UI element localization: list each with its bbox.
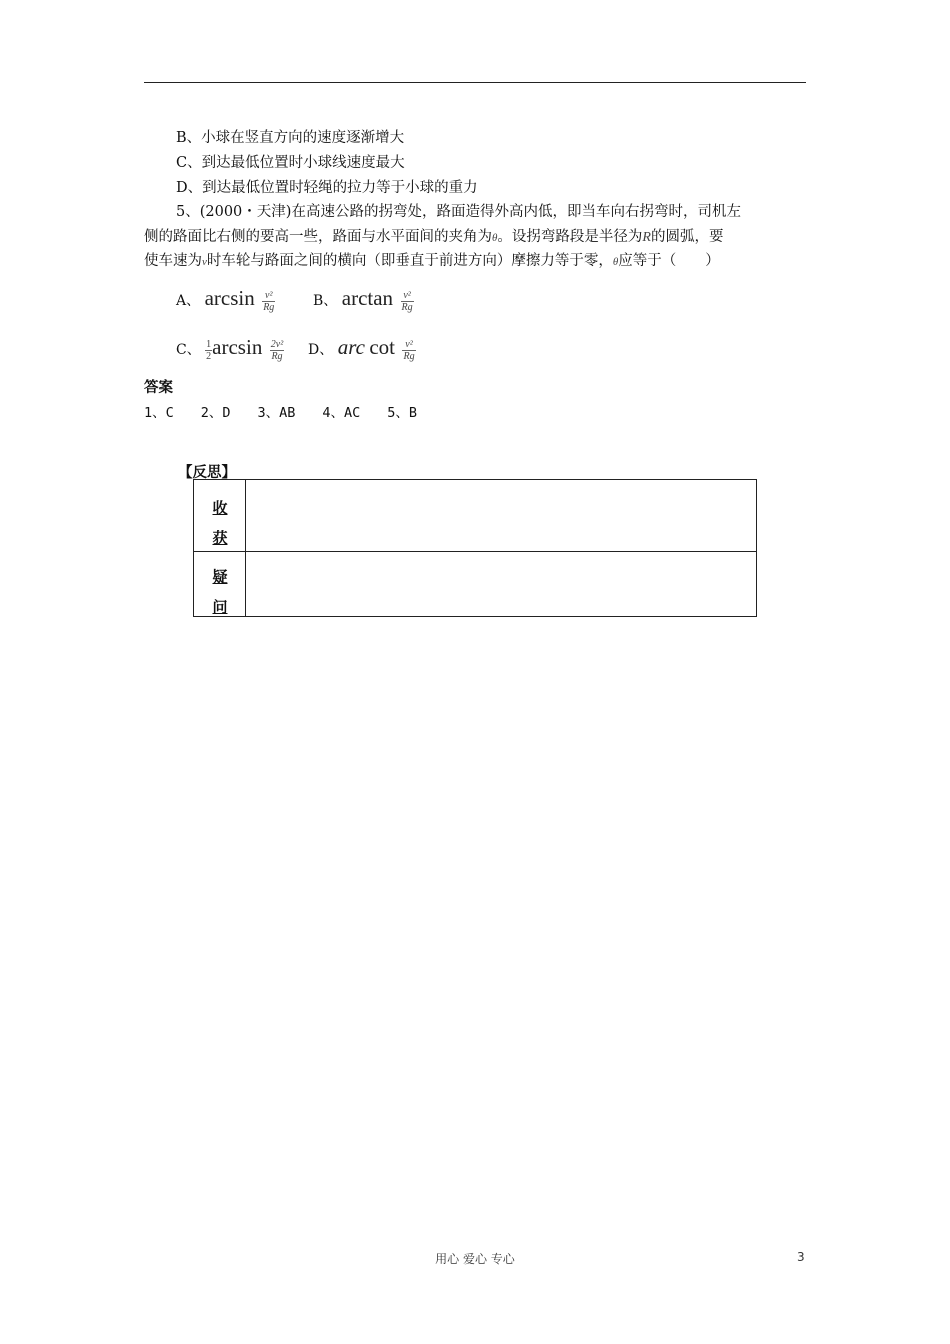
option-d-text: D、到达最低位置时轻绳的拉力等于小球的重力 — [176, 180, 478, 196]
choice-a-fraction — [262, 290, 275, 313]
option-b-text: B、小球在竖直方向的速度逐渐增大 — [176, 130, 405, 146]
q5-text: 应等于（ ） — [618, 253, 720, 269]
reflection-heading: 【反思】 — [178, 465, 236, 481]
q5-text: 使车速为 — [144, 253, 202, 269]
answers-heading: 答案 — [144, 380, 173, 396]
choice-d-fraction — [402, 339, 415, 362]
row-header-char: 收 — [212, 499, 228, 517]
choice-d-function: cot — [369, 335, 396, 359]
fraction-denominator: 2 — [206, 350, 212, 362]
choice-c-label: C、 — [176, 342, 201, 358]
choice-c — [176, 335, 284, 362]
choice-a — [176, 286, 275, 313]
q5-text: 侧的路面比右侧的要高一些，路面与水平面间的夹角为 — [144, 229, 492, 245]
question5-line3 — [144, 251, 720, 272]
choice-a-label: A、 — [176, 293, 201, 309]
theta-symbol: θ — [612, 256, 619, 268]
fraction-denominator: Rg — [403, 350, 415, 362]
choice-a-function: arcsin — [204, 286, 255, 310]
q5-text: 。设拐弯路段是半径为 — [497, 229, 643, 245]
choice-d-function-prefix: arc — [337, 335, 365, 359]
row-header-char: 问 — [212, 598, 228, 616]
fraction-denominator: Rg — [271, 350, 283, 362]
choice-b-fraction — [401, 290, 414, 313]
answers-list: 1、C 2、D 3、AB 4、AC 5、B — [144, 405, 418, 421]
reflection-table — [193, 479, 757, 617]
fraction-denominator: Rg — [263, 301, 275, 313]
question5-line2 — [144, 227, 723, 248]
choice-b-label: B、 — [313, 293, 338, 309]
header-rule — [144, 82, 806, 83]
choice-b-function: arctan — [341, 286, 394, 310]
q5-text: 时车轮与路面之间的横向（即垂直于前进方向）摩擦力等于零， — [206, 253, 613, 269]
q5-text: 的圆弧，要 — [650, 229, 724, 245]
fraction-numerator: v² — [401, 290, 414, 302]
row-header — [194, 552, 246, 616]
question5-line1: 5、(2000・天津)在高速公路的拐弯处，路面造得外高内低，即当车向右拐弯时，司机左 — [176, 204, 741, 220]
fraction-denominator: Rg — [401, 301, 413, 313]
fraction-numerator: v² — [402, 339, 415, 351]
choice-c-function: arcsin — [212, 335, 263, 359]
choice-b — [313, 286, 414, 313]
option-c-text: C、到达最低位置时小球线速度最大 — [176, 155, 405, 171]
fraction-numerator: v² — [262, 290, 275, 302]
row-header — [194, 480, 246, 551]
theta-symbol: θ — [492, 232, 498, 244]
reflection-row-questions — [194, 552, 756, 616]
choice-d — [308, 335, 416, 362]
velocity-symbol: v — [202, 256, 207, 268]
radius-symbol: R — [642, 230, 651, 245]
footer-text: 用心 爱心 专心 — [435, 1252, 515, 1266]
page-number: 3 — [797, 1250, 805, 1264]
choice-c-fraction — [270, 339, 284, 362]
fraction-numerator: 1 — [206, 338, 212, 350]
row-header-char: 疑 — [212, 568, 228, 586]
row-header-char: 获 — [212, 529, 228, 547]
reflection-row-gains — [194, 480, 756, 552]
fraction-numerator: 2v² — [270, 338, 284, 350]
choice-d-label: D、 — [308, 342, 334, 358]
